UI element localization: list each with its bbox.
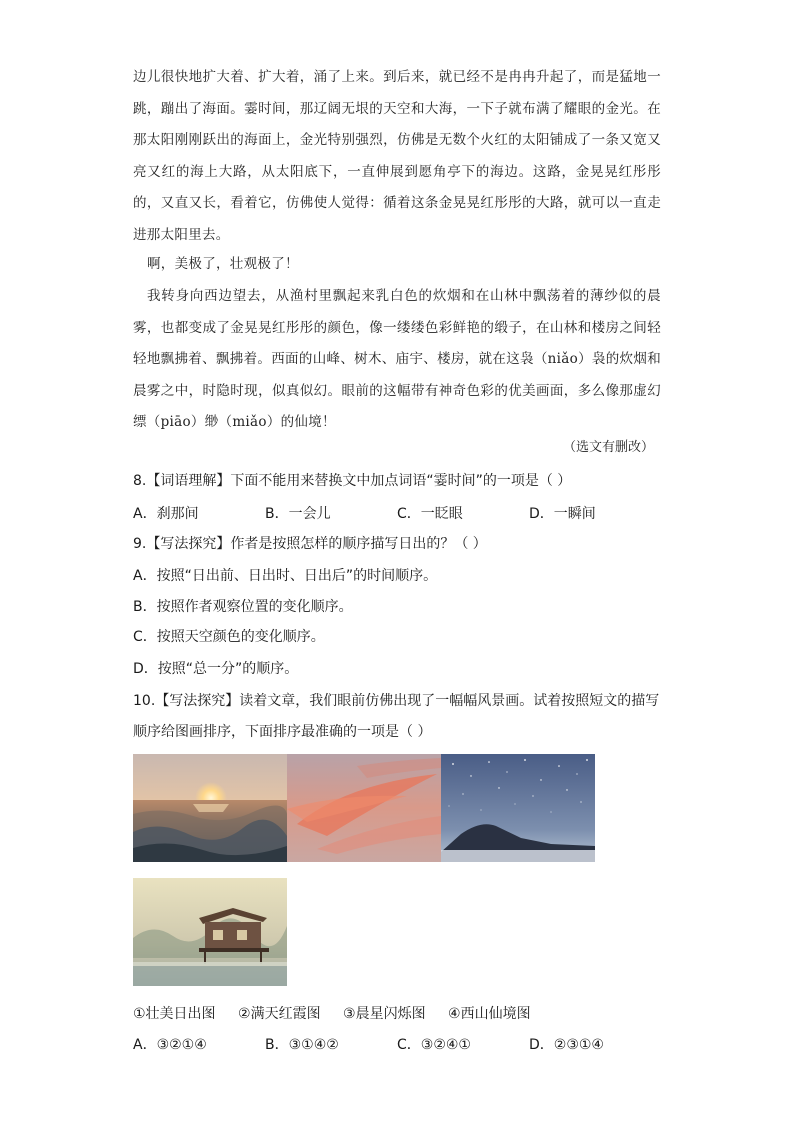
q10-option-c[interactable]: C．③②④①: [397, 1037, 471, 1053]
source-note: （选文有删改）: [562, 440, 654, 455]
sunrise-sea-image: [133, 754, 287, 862]
question-10-stem: 10.【写法探究】读着文章，我们眼前仿佛出现了一幅幅风景画。试着按照短文的描写顺序给图画排序，下面排序最准确的一项是（ ）: [133, 693, 660, 740]
passage-paragraph-3: 我转身向西边望去，从渔村里飘起来乳白色的炊烟和在山林中飘荡着的薄纱似的晨雾，也都变成了金晃晃红彤彤的颜色，像一缕缕色彩鲜艳的缎子，在山林和楼房之间轻轻地飘拂着、飘拂着。西面的山峰、树木、庙宇、楼房，就在这袅（niǎo）袅的炊烟和晨雾之中，时隐时现，似真似幻。眼前的这幅带有神奇色彩的优美画面，多么像那虚幻缥（piāo）缈（miǎo）的仙境！: [133, 288, 661, 430]
question-8-options: [133, 502, 661, 526]
q8-option-b[interactable]: B．一会儿: [265, 506, 331, 522]
caption-4: ④西山仙境图: [448, 1006, 531, 1022]
q8-option-c[interactable]: C．一眨眼: [397, 506, 463, 522]
q10-option-a[interactable]: A．③②①④: [133, 1037, 207, 1053]
q9-option-b[interactable]: B．按照作者观察位置的变化顺序。: [133, 599, 353, 615]
q9-option-d[interactable]: D．按照“总一分”的顺序。: [133, 661, 299, 677]
passage-paragraph-2: 啊，美极了，壮观极了！: [147, 256, 299, 272]
q8-option-d[interactable]: D．一瞬间: [529, 506, 596, 522]
question-8-stem: 8.【词语理解】下面不能用来替换文中加点词语“霎时间”的一项是（ ）: [133, 473, 572, 489]
q9-option-a[interactable]: A．按照“日出前、日出时、日出后”的时间顺序。: [133, 568, 438, 584]
passage-paragraph-1: 边儿很快地扩大着、扩大着，涌了上来。到后来，就已经不是冉冉升起了，而是猛地一跳，蹦出了海面。霎时间，那辽阔无垠的天空和大海，一下子就布满了耀眼的金光。在那太阳刚刚跃出的海面上，金光特别强烈，仿佛是无数个火红的太阳铺成了一条又宽又亮又红的海上大路，从太阳底下，一直伸展到愿角亭下的海边。这路，金晃晃红彤彤的，又直又长，看着它，仿佛使人觉得：循着这条金晃晃红彤彤的大路，就可以一直走进那太阳里去。: [133, 69, 661, 243]
starry-night-image: [441, 754, 595, 862]
question-9-stem: 9.【写法探究】作者是按照怎样的顺序描写日出的？（ ）: [133, 536, 487, 552]
caption-3: ③晨星闪烁图: [343, 1006, 426, 1022]
q10-option-b[interactable]: B．③①④②: [265, 1037, 339, 1053]
misty-cabin-image: [133, 878, 287, 986]
red-clouds-image: [287, 754, 441, 862]
q10-option-d[interactable]: D．②③①④: [529, 1037, 604, 1053]
caption-1: ①壮美日出图: [133, 1006, 216, 1022]
q9-option-c[interactable]: C．按照天空颜色的变化顺序。: [133, 629, 325, 645]
question-10-options: [133, 1033, 661, 1057]
picture-captions: [133, 1002, 549, 1026]
caption-2: ②满天红霞图: [238, 1006, 321, 1022]
q8-option-a[interactable]: A．刹那间: [133, 506, 199, 522]
